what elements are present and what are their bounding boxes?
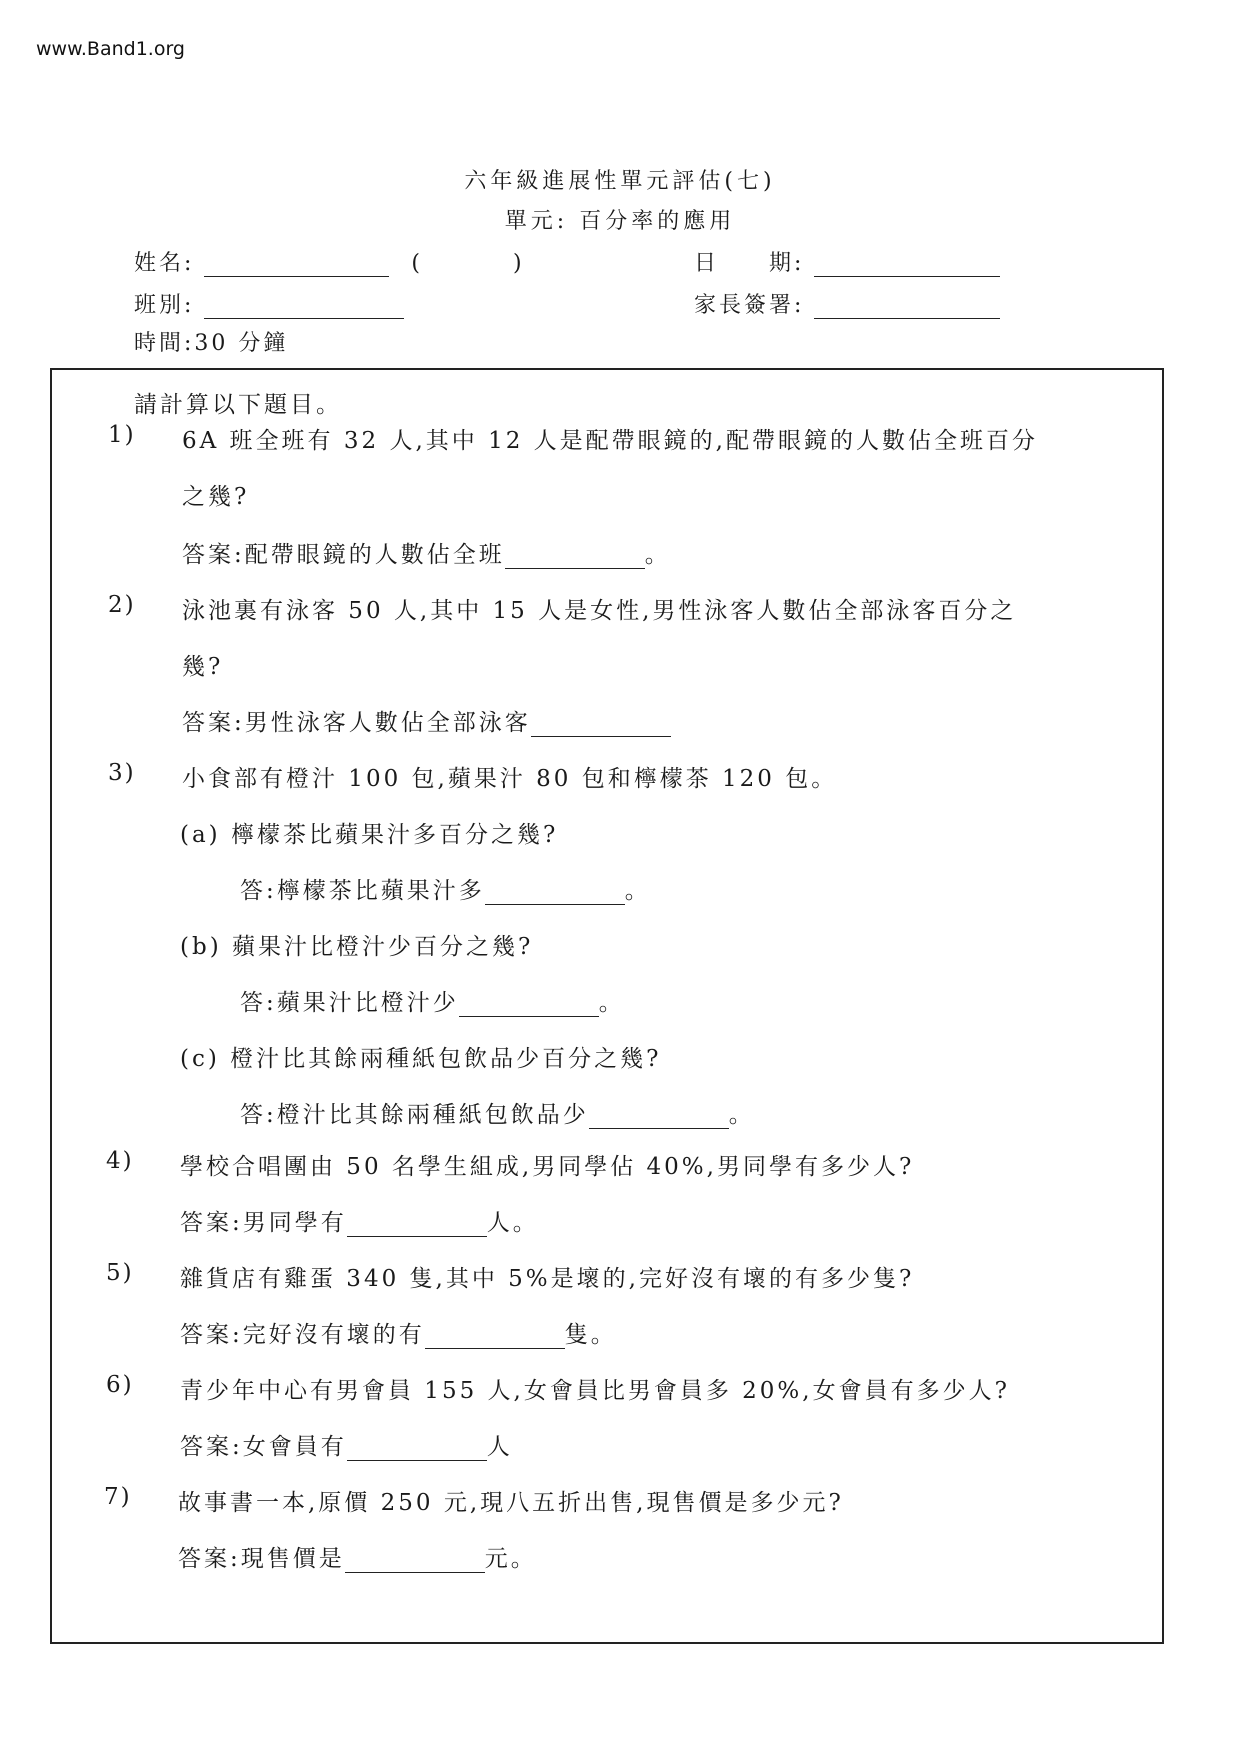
- question-2-text: 泳池裏有泳客 50 人,其中 15 人是女性,男性泳客人數佔全部泳客百分之: [182, 598, 1017, 624]
- answer-suffix: 元。: [484, 1546, 537, 1572]
- answer-blank[interactable]: [425, 1326, 565, 1349]
- question-3a: [180, 816, 558, 849]
- time-limit: 時間:30 分鐘: [134, 331, 289, 356]
- answer-suffix: 。: [728, 1102, 755, 1128]
- class-number-close: ): [513, 251, 525, 276]
- answer-blank[interactable]: [347, 1214, 487, 1237]
- question-4-text: 學校合唱團由 50 名學生組成,男同學佔 40%,男同學有多少人?: [180, 1154, 915, 1180]
- answer-blank[interactable]: [505, 546, 645, 569]
- question-1-answer: [182, 536, 671, 569]
- answer-blank[interactable]: [345, 1550, 485, 1573]
- part-label: (b): [180, 934, 222, 960]
- question-1-text-cont: 之幾?: [182, 484, 250, 510]
- answer-blank[interactable]: [485, 882, 625, 905]
- instructions: 請計算以下題目。: [134, 392, 342, 418]
- question-4-answer: [180, 1204, 539, 1237]
- answer-suffix: 人: [486, 1434, 513, 1460]
- answer-prefix: 答案:配帶眼鏡的人數佔全班: [182, 542, 505, 568]
- answer-prefix: 答案:男同學有: [180, 1210, 347, 1236]
- site-watermark: www.Band1.org: [36, 38, 185, 60]
- answer-prefix: 答:蘋果汁比橙汁少: [240, 990, 459, 1016]
- date-blank[interactable]: [814, 254, 1000, 277]
- question-6-text: 青少年中心有男會員 155 人,女會員比男會員多 20%,女會員有多少人?: [180, 1378, 1010, 1404]
- date-field: [694, 246, 1000, 277]
- part-text: 檸檬茶比蘋果汁多百分之幾?: [230, 822, 559, 848]
- answer-blank[interactable]: [347, 1438, 487, 1461]
- part-text: 蘋果汁比橙汁少百分之幾?: [231, 934, 534, 960]
- question-3b-answer: [240, 984, 625, 1017]
- part-text: 橙汁比其餘兩種紙包飲品少百分之幾?: [230, 1046, 662, 1072]
- answer-suffix: 。: [624, 878, 651, 904]
- question-2-number: 2): [108, 592, 136, 618]
- question-5-answer: [180, 1316, 617, 1349]
- question-3c: [180, 1040, 661, 1073]
- name-label: 姓名:: [134, 251, 195, 276]
- answer-prefix: 答:檸檬茶比蘋果汁多: [240, 878, 485, 904]
- question-7-text: 故事書一本,原價 250 元,現八五折出售,現售價是多少元?: [178, 1490, 844, 1516]
- answer-blank[interactable]: [531, 714, 671, 737]
- question-4-number: 4): [106, 1148, 134, 1174]
- question-1-text: 6A 班全班有 32 人,其中 12 人是配帶眼鏡的,配帶眼鏡的人數佔全班百分: [182, 428, 1038, 454]
- page-subtitle: 單元: 百分率的應用: [504, 209, 736, 234]
- answer-prefix: 答:橙汁比其餘兩種紙包飲品少: [240, 1102, 589, 1128]
- question-7-number: 7): [104, 1484, 132, 1510]
- signature-field: [694, 288, 1000, 319]
- answer-blank[interactable]: [589, 1106, 729, 1129]
- question-3c-answer: [240, 1096, 755, 1129]
- answer-suffix: 。: [644, 542, 671, 568]
- date-label: 日 期:: [694, 251, 805, 276]
- answer-prefix: 答案:男性泳客人數佔全部泳客: [182, 710, 531, 736]
- question-3-number: 3): [108, 760, 136, 786]
- question-6-answer: [180, 1428, 513, 1461]
- class-blank[interactable]: [204, 296, 404, 319]
- name-blank[interactable]: [204, 254, 389, 277]
- question-5-text: 雜貨店有雞蛋 340 隻,其中 5%是壞的,完好沒有壞的有多少隻?: [180, 1266, 915, 1292]
- class-number-open: (: [411, 251, 424, 276]
- question-5-number: 5): [106, 1260, 134, 1286]
- answer-blank[interactable]: [459, 994, 599, 1017]
- answer-suffix: 隻。: [564, 1322, 617, 1348]
- question-1-number: 1): [108, 422, 136, 448]
- class-label: 班別:: [134, 293, 195, 318]
- answer-prefix: 答案:女會員有: [180, 1434, 347, 1460]
- question-3-text: 小食部有橙汁 100 包,蘋果汁 80 包和檸檬茶 120 包。: [182, 766, 838, 792]
- answer-suffix: 人。: [486, 1210, 539, 1236]
- name-field: [134, 246, 525, 277]
- answer-prefix: 答案:現售價是: [178, 1546, 345, 1572]
- question-2-text-cont: 幾?: [182, 654, 224, 680]
- question-7-answer: [178, 1540, 537, 1573]
- question-6-number: 6): [106, 1372, 134, 1398]
- signature-label: 家長簽署:: [694, 293, 805, 318]
- question-3a-answer: [240, 872, 651, 905]
- page-title: 六年級進展性單元評估(七): [464, 169, 776, 194]
- part-label: (c): [180, 1046, 220, 1072]
- signature-blank[interactable]: [814, 296, 1000, 319]
- question-2-answer: [182, 704, 671, 737]
- question-3b: [180, 928, 533, 961]
- answer-prefix: 答案:完好沒有壞的有: [180, 1322, 425, 1348]
- class-field: [134, 288, 404, 319]
- answer-suffix: 。: [598, 990, 625, 1016]
- part-label: (a): [180, 822, 221, 848]
